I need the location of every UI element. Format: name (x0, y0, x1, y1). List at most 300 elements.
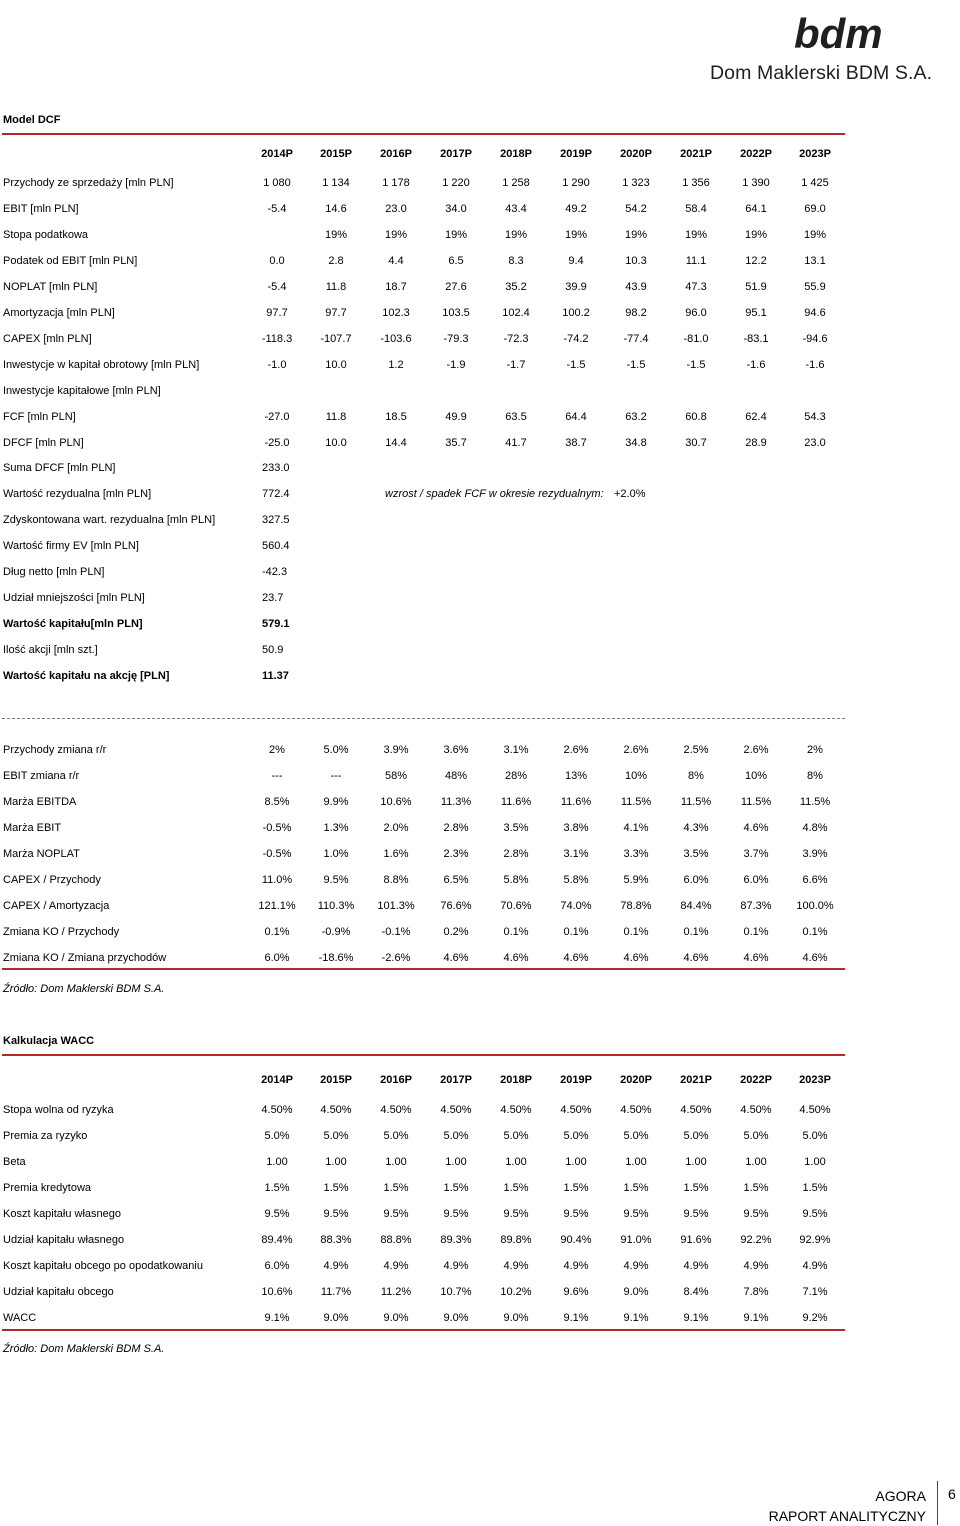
summary-row (0, 488, 845, 506)
table-cell: 3.9% (802, 848, 828, 860)
table-cell: -1.0 (267, 359, 287, 371)
row-label: CAPEX / Przychody (3, 874, 101, 886)
table-cell: 54.3 (804, 411, 826, 423)
year-header: 2023P (799, 1074, 831, 1086)
row-label: Przychody zmiana r/r (3, 744, 107, 756)
table-cell: 5.0% (743, 1130, 769, 1142)
dcf-source: Źródło: Dom Maklerski BDM S.A. (3, 983, 165, 995)
year-header: 2014P (261, 148, 293, 160)
summary-label: Wartość kapitału[mln PLN] (3, 618, 143, 630)
table-cell: 0.1% (623, 926, 649, 938)
footer-report: RAPORT ANALITYCZNY (768, 1508, 926, 1524)
table-row (0, 385, 845, 403)
table-cell: 3.5% (503, 822, 529, 834)
table-cell: 1 178 (382, 177, 410, 189)
wacc-title-divider (2, 1054, 845, 1056)
table-cell: 4.50% (560, 1104, 592, 1116)
table-row (0, 900, 845, 918)
table-row (0, 1208, 845, 1226)
table-cell: 4.4 (388, 255, 404, 267)
row-label: WACC (3, 1312, 37, 1324)
table-cell: 1.00 (385, 1156, 407, 1168)
table-cell: -103.6 (380, 333, 412, 345)
year-header: 2017P (440, 1074, 472, 1086)
table-cell: 4.9% (743, 1260, 769, 1272)
table-cell: 3.7% (743, 848, 769, 860)
row-label: Podatek od EBIT [mln PLN] (3, 255, 138, 267)
table-cell: 91.6% (680, 1234, 712, 1246)
table-cell: 74.0% (560, 900, 592, 912)
table-cell: 6.5% (443, 874, 469, 886)
table-cell: 54.2 (625, 203, 647, 215)
table-cell: 2% (807, 744, 823, 756)
table-cell: 9.9% (323, 796, 349, 808)
summary-label: Dług netto [mln PLN] (3, 566, 105, 578)
summary-row (0, 592, 845, 610)
row-label: Przychody ze sprzedaży [mln PLN] (3, 177, 174, 189)
row-label: Stopa wolna od ryzyka (3, 1104, 114, 1116)
summary-row (0, 540, 845, 558)
table-cell: 9.0% (323, 1312, 349, 1324)
table-cell: 5.0% (802, 1130, 828, 1142)
table-cell: 9.2% (802, 1312, 828, 1324)
table-cell: 4.50% (740, 1104, 772, 1116)
table-cell: 48% (444, 770, 468, 782)
row-label: Amortyzacja [mln PLN] (3, 307, 115, 319)
wacc-source: Źródło: Dom Maklerski BDM S.A. (3, 1343, 165, 1355)
table-cell: 64.4 (565, 411, 587, 423)
table-cell: -107.7 (320, 333, 352, 345)
ratios-divider (2, 968, 845, 970)
table-cell: 97.7 (266, 307, 288, 319)
table-cell: 9.0% (623, 1286, 649, 1298)
residual-growth-note: wzrost / spadek FCF w okresie rezydualnym: (385, 488, 604, 500)
wacc-title: Kalkulacja WACC (3, 1035, 95, 1047)
table-cell: 11.8 (325, 411, 347, 423)
table-cell: 9.5% (563, 1208, 589, 1220)
summary-label: Zdyskontowana wart. rezydualna [mln PLN] (3, 514, 216, 526)
wacc-header-row (0, 1074, 845, 1092)
table-cell: 6.0% (683, 874, 709, 886)
table-cell: 1.5% (683, 1182, 709, 1194)
row-label: EBIT [mln PLN] (3, 203, 79, 215)
table-cell: 11.5% (799, 796, 831, 808)
table-cell: 28% (504, 770, 528, 782)
table-cell: 5.0% (323, 744, 349, 756)
summary-value: 327.5 (262, 514, 290, 526)
table-row (0, 1182, 845, 1200)
table-cell: 19% (564, 229, 588, 241)
dcf-header-row (0, 148, 845, 166)
table-cell: 41.7 (505, 437, 527, 449)
table-cell: 101.3% (377, 900, 415, 912)
table-cell: 0.1% (264, 926, 290, 938)
row-label: Premia za ryzyko (3, 1130, 88, 1142)
table-cell: 4.9% (383, 1260, 409, 1272)
table-cell: -118.3 (261, 333, 293, 345)
table-cell: 4.9% (683, 1260, 709, 1272)
row-label: Koszt kapitału obcego po opodatkowaniu (3, 1260, 203, 1272)
table-cell: 0.1% (563, 926, 589, 938)
table-row (0, 926, 845, 944)
table-row (0, 1130, 845, 1148)
table-cell: --- (330, 770, 342, 782)
table-cell: 8.4% (683, 1286, 709, 1298)
year-header: 2020P (620, 1074, 652, 1086)
table-cell: 4.9% (323, 1260, 349, 1272)
table-cell: 43.9 (625, 281, 647, 293)
table-cell: 92.9% (799, 1234, 831, 1246)
summary-value: 11.37 (262, 670, 289, 682)
table-cell: 92.2% (740, 1234, 772, 1246)
table-cell: 9.0% (503, 1312, 529, 1324)
bdm-logo (710, 12, 955, 82)
row-label: DFCF [mln PLN] (3, 437, 84, 449)
table-cell: 6.0% (743, 874, 769, 886)
summary-value: 50.9 (262, 644, 284, 656)
table-cell: 1.00 (625, 1156, 647, 1168)
table-row (0, 1260, 845, 1278)
table-cell: 1.5% (383, 1182, 409, 1194)
table-cell: 5.0% (563, 1130, 589, 1142)
row-label: Stopa podatkowa (3, 229, 89, 241)
table-cell: -25.0 (264, 437, 290, 449)
table-cell: 9.1% (563, 1312, 589, 1324)
year-header: 2020P (620, 148, 652, 160)
table-cell: 49.9 (445, 411, 467, 423)
table-cell: 13.1 (804, 255, 826, 267)
table-cell: 64.1 (745, 203, 767, 215)
table-row (0, 1156, 845, 1174)
table-row (0, 848, 845, 866)
table-cell: 6.0% (264, 1260, 290, 1272)
table-cell: -18.6% (318, 952, 354, 964)
table-cell: 87.3% (740, 900, 772, 912)
year-header: 2017P (440, 148, 472, 160)
table-cell: 89.4% (261, 1234, 293, 1246)
table-cell: 2.6% (623, 744, 649, 756)
table-cell: 121.1% (258, 900, 296, 912)
summary-value: 579.1 (262, 618, 290, 630)
table-cell: 14.4 (385, 437, 407, 449)
table-cell: 11.6% (500, 796, 532, 808)
table-cell: 76.6% (440, 900, 472, 912)
table-cell: -83.1 (743, 333, 769, 345)
table-row (0, 229, 845, 247)
table-cell: 5.0% (443, 1130, 469, 1142)
table-cell: -1.5 (566, 359, 586, 371)
table-cell: 28.9 (745, 437, 767, 449)
table-cell: 10% (744, 770, 768, 782)
table-cell: 19% (744, 229, 768, 241)
table-row (0, 744, 845, 762)
table-cell: 4.50% (620, 1104, 652, 1116)
table-cell: 55.9 (804, 281, 826, 293)
year-header: 2019P (560, 148, 592, 160)
row-label: Inwestycje kapitałowe [mln PLN] (3, 385, 161, 397)
table-cell: 9.5% (323, 1208, 349, 1220)
table-cell: 4.6% (623, 952, 649, 964)
summary-label: Suma DFCF [mln PLN] (3, 462, 116, 474)
footer-divider (937, 1481, 938, 1525)
summary-row (0, 618, 845, 636)
table-cell: 2.6% (563, 744, 589, 756)
row-label: Koszt kapitału własnego (3, 1208, 122, 1220)
table-cell: 88.8% (380, 1234, 412, 1246)
table-cell: 102.4 (502, 307, 530, 319)
table-cell: 6.0% (264, 952, 290, 964)
table-cell: 11.5% (680, 796, 712, 808)
table-cell: 1.00 (445, 1156, 467, 1168)
table-cell: 2% (269, 744, 285, 756)
table-cell: 1.5% (563, 1182, 589, 1194)
table-cell: 1 356 (682, 177, 710, 189)
table-cell: 1 323 (622, 177, 650, 189)
table-cell: 5.0% (264, 1130, 290, 1142)
table-cell: 8% (807, 770, 823, 782)
table-row (0, 1104, 845, 1122)
table-cell: 1.0% (323, 848, 349, 860)
table-cell: 51.9 (745, 281, 767, 293)
summary-row (0, 462, 845, 480)
table-cell: 10.2% (500, 1286, 532, 1298)
table-row (0, 796, 845, 814)
table-cell: 91.0% (620, 1234, 652, 1246)
table-cell: 4.50% (500, 1104, 532, 1116)
table-cell: 88.3% (320, 1234, 352, 1246)
table-cell: 2.3% (443, 848, 469, 860)
table-cell: 1 080 (263, 177, 291, 189)
table-cell: 11.8 (325, 281, 347, 293)
table-cell: 38.7 (565, 437, 587, 449)
table-row (0, 822, 845, 840)
table-cell: 4.50% (380, 1104, 412, 1116)
table-cell: 4.8% (802, 822, 828, 834)
table-cell: -77.4 (623, 333, 649, 345)
table-cell: 9.5% (623, 1208, 649, 1220)
table-cell: 63.5 (505, 411, 527, 423)
table-cell: 4.6% (743, 952, 769, 964)
table-cell: 5.0% (683, 1130, 709, 1142)
year-header: 2021P (680, 148, 712, 160)
table-cell: 10.0 (325, 437, 347, 449)
table-cell: 5.9% (623, 874, 649, 886)
table-cell: 7.8% (743, 1286, 769, 1298)
table-cell: 1.00 (565, 1156, 587, 1168)
table-cell: 90.4% (560, 1234, 592, 1246)
table-cell: 9.0% (443, 1312, 469, 1324)
table-cell: 49.2 (565, 203, 587, 215)
table-cell: 9.5% (264, 1208, 290, 1220)
table-cell: 27.6 (445, 281, 467, 293)
row-label: Zmiana KO / Zmiana przychodów (3, 952, 167, 964)
table-cell: 19% (444, 229, 468, 241)
table-cell: 95.1 (745, 307, 767, 319)
table-cell: 70.6% (500, 900, 532, 912)
summary-label: Wartość kapitału na akcję [PLN] (3, 670, 170, 682)
table-cell: 18.7 (385, 281, 407, 293)
table-cell: 19% (803, 229, 827, 241)
table-cell: 43.4 (505, 203, 527, 215)
year-header: 2022P (740, 148, 772, 160)
table-cell: 100.2 (562, 307, 590, 319)
summary-row (0, 670, 845, 688)
table-cell: 34.0 (445, 203, 467, 215)
table-cell: 69.0 (804, 203, 826, 215)
table-cell: 12.2 (745, 255, 767, 267)
summary-value: -42.3 (262, 566, 288, 578)
table-cell: 3.1% (503, 744, 529, 756)
table-cell: 8.8% (383, 874, 409, 886)
table-cell: -79.3 (443, 333, 469, 345)
table-row (0, 1234, 845, 1252)
table-cell: 3.3% (623, 848, 649, 860)
table-cell: 9.5% (743, 1208, 769, 1220)
table-cell: 1.5% (443, 1182, 469, 1194)
summary-value: 233.0 (262, 462, 290, 474)
table-cell: 18.5 (385, 411, 407, 423)
table-cell: 3.5% (683, 848, 709, 860)
table-cell: 78.8% (620, 900, 652, 912)
summary-label: Wartość rezydualna [mln PLN] (3, 488, 152, 500)
table-cell: 11.5% (740, 796, 772, 808)
dcf-title: Model DCF (3, 114, 61, 126)
table-cell: 13% (564, 770, 588, 782)
table-cell: 1.00 (266, 1156, 288, 1168)
table-cell: 9.0% (383, 1312, 409, 1324)
table-cell: 1 134 (322, 177, 350, 189)
table-cell: 0.1% (503, 926, 529, 938)
table-cell: 1 220 (442, 177, 470, 189)
row-label: Udział kapitału obcego (3, 1286, 114, 1298)
table-cell: 10.0 (325, 359, 347, 371)
dcf-title-divider (2, 133, 845, 135)
table-cell: -1.7 (506, 359, 526, 371)
table-cell: 4.50% (320, 1104, 352, 1116)
table-cell: 89.3% (440, 1234, 472, 1246)
table-row (0, 411, 845, 429)
table-cell: 1.00 (325, 1156, 347, 1168)
table-cell: 19% (384, 229, 408, 241)
table-cell: -1.5 (686, 359, 706, 371)
summary-label: Udział mniejszości [mln PLN] (3, 592, 145, 604)
table-cell: 1.5% (323, 1182, 349, 1194)
year-header: 2019P (560, 1074, 592, 1086)
table-cell: -5.4 (267, 203, 287, 215)
year-header: 2023P (799, 148, 831, 160)
table-cell: 5.0% (623, 1130, 649, 1142)
table-cell: 4.6% (802, 952, 828, 964)
table-cell: 2.8% (443, 822, 469, 834)
table-cell: 96.0 (685, 307, 707, 319)
table-cell: 11.1 (685, 255, 707, 267)
summary-label: Ilość akcji [mln szt.] (3, 644, 98, 656)
table-cell: -72.3 (503, 333, 529, 345)
table-cell: 0.0 (269, 255, 285, 267)
table-cell: 1.5% (264, 1182, 290, 1194)
row-label: CAPEX [mln PLN] (3, 333, 92, 345)
row-label: FCF [mln PLN] (3, 411, 76, 423)
table-cell: 3.1% (563, 848, 589, 860)
table-cell: 2.0% (383, 822, 409, 834)
table-cell: 3.8% (563, 822, 589, 834)
table-cell: 60.8 (685, 411, 707, 423)
table-cell: 9.1% (264, 1312, 290, 1324)
table-cell: 8.3 (508, 255, 524, 267)
row-label: EBIT zmiana r/r (3, 770, 80, 782)
table-row (0, 1286, 845, 1304)
table-cell: 1.5% (503, 1182, 529, 1194)
table-cell: 1.5% (802, 1182, 828, 1194)
table-cell: 4.6% (743, 822, 769, 834)
table-cell: 1 390 (742, 177, 770, 189)
table-row (0, 770, 845, 788)
table-cell: 4.50% (261, 1104, 293, 1116)
table-cell: 5.8% (563, 874, 589, 886)
table-cell: 4.9% (802, 1260, 828, 1272)
table-cell: 84.4% (680, 900, 712, 912)
summary-row (0, 514, 845, 532)
table-cell: 10% (624, 770, 648, 782)
table-row (0, 307, 845, 325)
table-cell: 0.1% (683, 926, 709, 938)
row-label: Inwestycje w kapitał obrotowy [mln PLN] (3, 359, 200, 371)
table-cell: 11.2% (380, 1286, 412, 1298)
table-cell: 1.6% (383, 848, 409, 860)
row-label: Marża EBITDA (3, 796, 77, 808)
table-cell: 110.3% (317, 900, 355, 912)
summary-label: Wartość firmy EV [mln PLN] (3, 540, 139, 552)
table-cell: 6.5 (448, 255, 464, 267)
table-cell: 8% (688, 770, 704, 782)
table-cell: 2.5% (683, 744, 709, 756)
row-label: CAPEX / Amortyzacja (3, 900, 110, 912)
summary-value: 23.7 (262, 592, 284, 604)
page-number: 6 (948, 1486, 956, 1502)
table-cell: 9.5% (383, 1208, 409, 1220)
table-cell: 1.00 (745, 1156, 767, 1168)
bdm-logo-mark-icon (794, 12, 884, 56)
table-cell: 1 425 (801, 177, 829, 189)
table-cell: 3.9% (383, 744, 409, 756)
year-header: 2014P (261, 1074, 293, 1086)
table-cell: -0.5% (262, 848, 292, 860)
table-cell: 5.0% (503, 1130, 529, 1142)
table-cell: 19% (324, 229, 348, 241)
year-header: 2015P (320, 1074, 352, 1086)
table-cell: 2.6% (743, 744, 769, 756)
table-cell: 94.6 (804, 307, 826, 319)
table-cell: 35.2 (505, 281, 527, 293)
table-cell: 4.50% (680, 1104, 712, 1116)
year-header: 2015P (320, 148, 352, 160)
table-row (0, 333, 845, 351)
table-cell: 97.7 (325, 307, 347, 319)
table-cell: 0.1% (802, 926, 828, 938)
table-cell: 4.6% (503, 952, 529, 964)
table-cell: 23.0 (385, 203, 407, 215)
table-cell: -1.9 (446, 359, 466, 371)
row-label: Udział kapitału własnego (3, 1234, 125, 1246)
year-header: 2016P (380, 1074, 412, 1086)
table-cell: 19% (684, 229, 708, 241)
table-cell: 10.7% (440, 1286, 472, 1298)
table-row (0, 359, 845, 377)
table-cell: 4.9% (443, 1260, 469, 1272)
table-cell: 58.4 (685, 203, 707, 215)
table-cell: 9.1% (683, 1312, 709, 1324)
table-cell: 9.5% (443, 1208, 469, 1220)
